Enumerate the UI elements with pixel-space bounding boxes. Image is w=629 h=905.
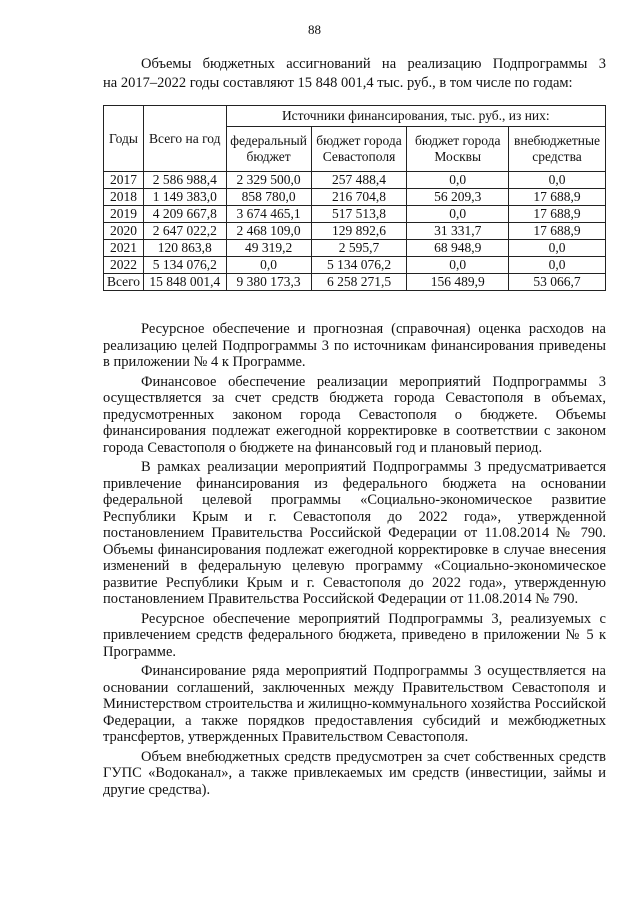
amount-cell: 17 688,9 bbox=[509, 189, 606, 206]
amount-cell: 129 892,6 bbox=[311, 223, 407, 240]
year-cell: Всего bbox=[104, 274, 144, 291]
amount-cell: 3 674 465,1 bbox=[226, 206, 311, 223]
amount-cell: 0,0 bbox=[407, 172, 509, 189]
amount-cell: 17 688,9 bbox=[509, 223, 606, 240]
body-paragraph: В рамках реализации мероприятий Подпрограммы 3 предусматривается привлечение финансирования из федерального бюджета на основании федеральной целевой программы «Социально-экономическое развитие Республики Крым и г. Севастополя до 2022 года», утвержденной постановлением Правительства Российской Федерации от 11.08.2014 № 790. Объемы финансирования подлежат ежегодной корректировке в случае внесения изменений в федеральную целевую программу «Социально-экономическое развитие Республики Крым и г. Севастополя до 2022 года», утвержденную постановлением Правительства Российской Федерации от 11.08.2014 № 790. bbox=[103, 459, 606, 607]
amount-cell: 216 704,8 bbox=[311, 189, 407, 206]
year-cell: 2019 bbox=[104, 206, 144, 223]
body-paragraph: Объем внебюджетных средств предусмотрен за счет собственных средств ГУПС «Водоканал», а также привлекаемых им средств (инвестиции, займы и другие средства). bbox=[103, 748, 606, 798]
body-paragraph: Финансирование ряда мероприятий Подпрограммы 3 осуществляется на основании соглашений, заключенных между Правительством Севастополя и Министерством строительства и жилищно-коммунального хозяйства Российской Федерации, а также порядков предоставления субсидий и межбюджетных трансфертов, утвержденных Правительством Севастополя. bbox=[103, 663, 606, 745]
amount-cell: 2 595,7 bbox=[311, 240, 407, 257]
header-moscow: бюджет города Москвы bbox=[407, 127, 509, 172]
amount-cell: 2 329 500,0 bbox=[226, 172, 311, 189]
table-row bbox=[104, 257, 606, 274]
amount-cell: 257 488,4 bbox=[311, 172, 407, 189]
body-paragraph: Ресурсное обеспечение мероприятий Подпрограммы 3, реализуемых с привлечением средств федерального бюджета, приведено в приложении № 5 к Программе. bbox=[103, 610, 606, 660]
amount-cell: 56 209,3 bbox=[407, 189, 509, 206]
amount-cell: 0,0 bbox=[509, 257, 606, 274]
header-years: Годы bbox=[104, 106, 144, 172]
amount-cell: 2 647 022,2 bbox=[143, 223, 226, 240]
amount-cell: 0,0 bbox=[407, 257, 509, 274]
amount-cell: 17 688,9 bbox=[509, 206, 606, 223]
header-offbudget: внебюджетные средства bbox=[509, 127, 606, 172]
amount-cell: 517 513,8 bbox=[311, 206, 407, 223]
amount-cell: 858 780,0 bbox=[226, 189, 311, 206]
table-row bbox=[104, 223, 606, 240]
amount-cell: 4 209 667,8 bbox=[143, 206, 226, 223]
amount-cell: 5 134 076,2 bbox=[311, 257, 407, 274]
amount-cell: 0,0 bbox=[226, 257, 311, 274]
amount-cell: 2 468 109,0 bbox=[226, 223, 311, 240]
year-cell: 2022 bbox=[104, 257, 144, 274]
header-federal: федеральный бюджет bbox=[226, 127, 311, 172]
table-body bbox=[104, 172, 606, 291]
amount-cell: 6 258 271,5 bbox=[311, 274, 407, 291]
amount-cell: 9 380 173,3 bbox=[226, 274, 311, 291]
table-row bbox=[104, 172, 606, 189]
header-sevastopol: бюджет города Севастополя bbox=[311, 127, 407, 172]
body-paragraph: Финансовое обеспечение реализации мероприятий Подпрограммы 3 осуществляется за счет средств бюджета города Севастополя в объемах, предусмотренных законом города Севастополя о бюджете. Объемы финансирования подлежат ежегодной корректировке в соответствии с законом города Севастополя о бюджете на финансовый год и плановый период. bbox=[103, 373, 606, 456]
intro-line-2: на 2017–2022 годы составляют 15 848 001,4 тыс. руб., в том числе по годам: bbox=[103, 75, 573, 91]
amount-cell: 156 489,9 bbox=[407, 274, 509, 291]
amount-cell: 31 331,7 bbox=[407, 223, 509, 240]
table-row bbox=[104, 189, 606, 206]
intro-line-1: Объемы бюджетных ассигнований на реализацию Подпрограммы 3 bbox=[141, 56, 606, 72]
table-row bbox=[104, 240, 606, 257]
year-cell: 2021 bbox=[104, 240, 144, 257]
amount-cell: 53 066,7 bbox=[509, 274, 606, 291]
body-paragraph: Ресурсное обеспечение и прогнозная (справочная) оценка расходов на реализацию целей Подпрограммы 3 по источникам финансирования приведены в приложении № 4 к Программе. bbox=[103, 321, 606, 370]
year-cell: 2017 bbox=[104, 172, 144, 189]
amount-cell: 68 948,9 bbox=[407, 240, 509, 257]
amount-cell: 120 863,8 bbox=[143, 240, 226, 257]
amount-cell: 0,0 bbox=[509, 172, 606, 189]
year-cell: 2018 bbox=[104, 189, 144, 206]
table-row bbox=[104, 206, 606, 223]
amount-cell: 0,0 bbox=[509, 240, 606, 257]
budget-table bbox=[103, 105, 606, 291]
table-row bbox=[104, 274, 606, 291]
body-text bbox=[103, 321, 606, 801]
header-total: Всего на год bbox=[143, 106, 226, 172]
amount-cell: 2 586 988,4 bbox=[143, 172, 226, 189]
page-number: 88 bbox=[308, 22, 321, 37]
year-cell: 2020 bbox=[104, 223, 144, 240]
amount-cell: 1 149 383,0 bbox=[143, 189, 226, 206]
amount-cell: 15 848 001,4 bbox=[143, 274, 226, 291]
amount-cell: 0,0 bbox=[407, 206, 509, 223]
amount-cell: 49 319,2 bbox=[226, 240, 311, 257]
intro-paragraph bbox=[103, 55, 606, 93]
amount-cell: 5 134 076,2 bbox=[143, 257, 226, 274]
header-sources: Источники финансирования, тыс. руб., из них: bbox=[226, 106, 605, 127]
